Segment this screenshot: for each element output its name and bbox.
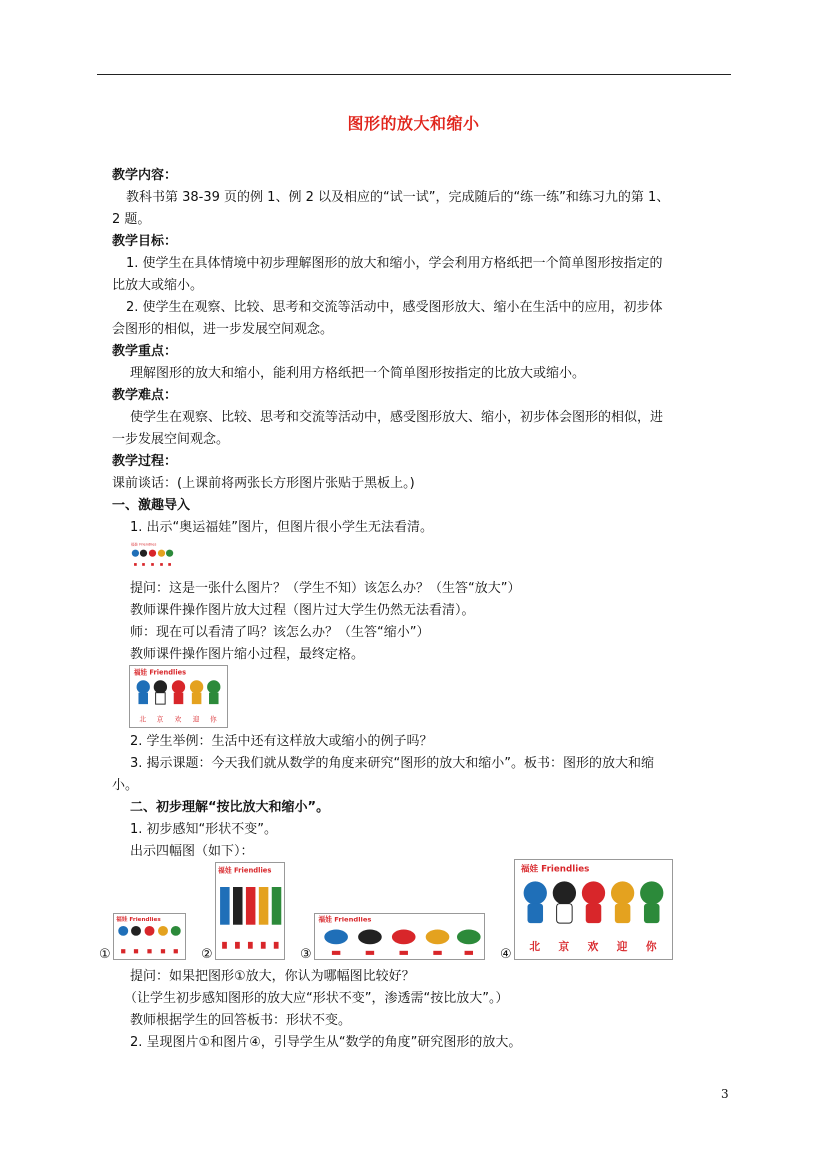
text-line: 1. 使学生在具体情境中初步理解图形的放大和缩小，学会利用方格纸把一个简单图形按指定的 bbox=[126, 256, 663, 271]
svg-text:北: 北 bbox=[529, 940, 541, 954]
text-line: 教师课件操作图片放大过程（图片过大学生仍然无法看清）。 bbox=[130, 603, 475, 618]
figure-label-1: ① bbox=[99, 947, 111, 962]
fuwa-illustration bbox=[315, 914, 484, 959]
text-line: 教科书第 38-39 页的例 1、例 2 以及相应的“试一试”，完成随后的“练一练”和练习九的第 1、 bbox=[126, 190, 670, 205]
heading-goals: 教学目标： bbox=[112, 234, 178, 249]
figure-4-image bbox=[514, 859, 673, 960]
svg-text:你: 你 bbox=[645, 940, 657, 954]
section-heading-2: 二、初步理解“按比放大和缩小”。 bbox=[130, 800, 330, 815]
svg-text:福娃 Friendlies: 福娃 Friendlies bbox=[130, 542, 157, 547]
text-line: 2. 学生举例：生活中还有这样放大或缩小的例子吗？ bbox=[130, 734, 433, 749]
text-line: 会图形的相似，进一步发展空间观念。 bbox=[112, 322, 334, 337]
page-number: 3 bbox=[721, 1087, 729, 1101]
svg-text:欢: 欢 bbox=[587, 940, 599, 954]
fuwa-image-tiny bbox=[130, 540, 175, 570]
svg-text:迎: 迎 bbox=[192, 715, 200, 724]
fuwa-illustration bbox=[216, 863, 284, 959]
heading-content: 教学内容： bbox=[112, 168, 178, 183]
text-line: 比放大或缩小。 bbox=[112, 278, 204, 293]
svg-text:福娃 Friendlies: 福娃 Friendlies bbox=[116, 917, 161, 924]
text-line: 教师课件操作图片缩小过程，最终定格。 bbox=[130, 647, 365, 662]
text-line: 提问：这是一张什么图片？（学生不知）该怎么办？（生答“放大”） bbox=[130, 581, 521, 596]
svg-text:福娃 Friendlies: 福娃 Friendlies bbox=[318, 915, 372, 924]
page-title: 图形的放大和缩小 bbox=[347, 114, 480, 133]
figure-label-4: ④ bbox=[500, 947, 512, 962]
text-line: 教师根据学生的回答板书：形状不变。 bbox=[130, 1013, 352, 1028]
text-line: 小。 bbox=[112, 778, 139, 793]
text-line: 1. 初步感知“形状不变”。 bbox=[130, 822, 278, 837]
svg-text:迎: 迎 bbox=[616, 940, 628, 954]
fuwa-illustration bbox=[114, 914, 185, 959]
fuwa-illustration bbox=[515, 860, 672, 959]
fuwa-illustration bbox=[130, 666, 227, 727]
svg-text:你: 你 bbox=[209, 715, 217, 724]
text-line: （让学生初步感知图形的放大应“形状不变”，渗透需“按比放大”。） bbox=[124, 991, 509, 1006]
text-line: 课前谈话：(上课前将两张长方形图片张贴于黑板上。) bbox=[112, 476, 415, 491]
text-line: 提问：如果把图形①放大，你认为哪幅图比较好？ bbox=[130, 969, 415, 984]
heading-process: 教学过程： bbox=[112, 454, 178, 469]
heading-difficulties: 教学难点： bbox=[112, 388, 178, 403]
text-line: 出示四幅图（如下）： bbox=[130, 844, 254, 859]
figure-label-2: ② bbox=[201, 947, 213, 962]
text-line: 师：现在可以看清了吗？该怎么办？（生答“缩小”） bbox=[130, 625, 430, 640]
figure-1-image bbox=[113, 913, 186, 960]
text-line: 2. 使学生在观察、比较、思考和交流等活动中，感受图形放大、缩小在生活中的应用，初步体 bbox=[126, 300, 663, 315]
svg-text:欢: 欢 bbox=[174, 715, 182, 724]
section-heading-1: 一、激趣导入 bbox=[112, 498, 191, 513]
text-line: 使学生在观察、比较、思考和交流等活动中，感受图形放大、缩小，初步体会图形的相似，进 bbox=[130, 410, 664, 425]
svg-text:福娃 Friendlies: 福娃 Friendlies bbox=[520, 864, 590, 875]
figure-3-image bbox=[314, 913, 485, 960]
svg-text:京: 京 bbox=[156, 715, 164, 724]
header-rule bbox=[97, 74, 731, 75]
fuwa-illustration bbox=[130, 540, 175, 570]
text-line: 2 题。 bbox=[112, 212, 151, 227]
text-line: 一步发展空间观念。 bbox=[112, 432, 230, 447]
svg-text:京: 京 bbox=[558, 940, 570, 954]
svg-text:北: 北 bbox=[139, 715, 147, 724]
text-line: 理解图形的放大和缩小，能利用方格纸把一个简单图形按指定的比放大或缩小。 bbox=[130, 366, 586, 381]
text-line: 2. 呈现图片①和图片④，引导学生从“数学的角度”研究图形的放大。 bbox=[130, 1035, 522, 1050]
figure-label-3: ③ bbox=[300, 947, 312, 962]
figure-2-image bbox=[215, 862, 285, 960]
svg-text:福娃 Friendlies: 福娃 Friendlies bbox=[218, 866, 272, 875]
fuwa-image-medium bbox=[129, 665, 228, 728]
svg-text:福娃 Friendlies: 福娃 Friendlies bbox=[133, 668, 187, 677]
heading-key-points: 教学重点： bbox=[112, 344, 178, 359]
text-line: 3. 揭示课题：今天我们就从数学的角度来研究“图形的放大和缩小”。板书：图形的放大和缩 bbox=[130, 756, 655, 771]
text-line: 1. 出示“奥运福娃”图片，但图片很小学生无法看清。 bbox=[130, 520, 434, 535]
